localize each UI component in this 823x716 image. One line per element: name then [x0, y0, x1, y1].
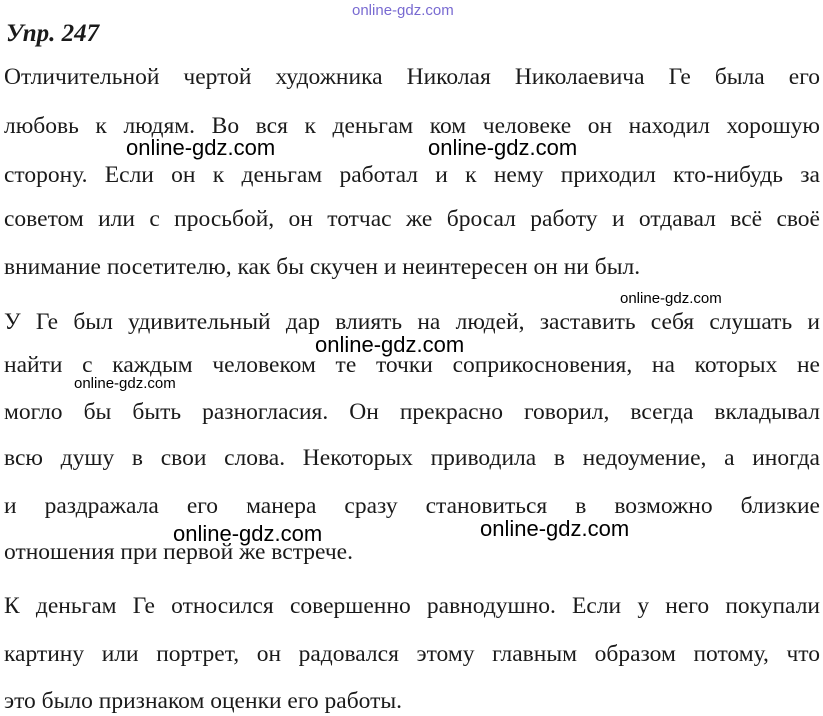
text-line: картину или портрет, он радовался этому главным образом потому, что — [4, 641, 820, 667]
exercise-title: Упр. 247 — [6, 20, 100, 47]
watermark: online-gdz.com — [428, 135, 578, 160]
watermark: online-gdz.com — [620, 290, 722, 307]
watermark: online-gdz.com — [74, 375, 176, 392]
watermark: online-gdz.com — [315, 332, 465, 357]
watermark: online-gdz.com — [173, 521, 323, 546]
text-line: любовь к людям. Во вся к деньгам ком человеке он находил хорошую — [4, 113, 820, 139]
text-line: могло бы быть разногласия. Он прекрасно говорил, всегда вкладывал — [4, 399, 820, 425]
text-line: советом или с просьбой, он тотчас же бросал работу и отдавал всё своё — [4, 206, 820, 232]
text-line: всю душу в свои слова. Некоторых приводила в недоумение, а иногда — [4, 445, 820, 471]
text-line: и раздражала его манера сразу становиться в возможно близкие — [4, 493, 820, 519]
text-line: сторону. Если он к деньгам работал и к нему приходил кто-нибудь за — [4, 162, 820, 188]
text-line: У Ге был удивительный дар влиять на людей, заставить себя слушать и — [4, 309, 820, 335]
text-line: К деньгам Ге относился совершенно равнодушно. Если у него покупали — [4, 593, 820, 619]
watermark: online-gdz.com — [126, 135, 276, 160]
text-line: найти с каждым человеком те точки соприкосновения, на которых не — [4, 352, 820, 378]
site-watermark-top: online-gdz.com — [352, 2, 454, 19]
text-line: отношения при первой же встрече. — [4, 539, 353, 565]
text-line: внимание посетителю, как бы скучен и неинтересен он ни был. — [4, 254, 641, 280]
text-line: Отличительной чертой художника Николая Николаевича Ге была его — [4, 64, 820, 90]
text-line: это было признаком оценки его работы. — [4, 688, 403, 714]
watermark: online-gdz.com — [480, 516, 630, 541]
